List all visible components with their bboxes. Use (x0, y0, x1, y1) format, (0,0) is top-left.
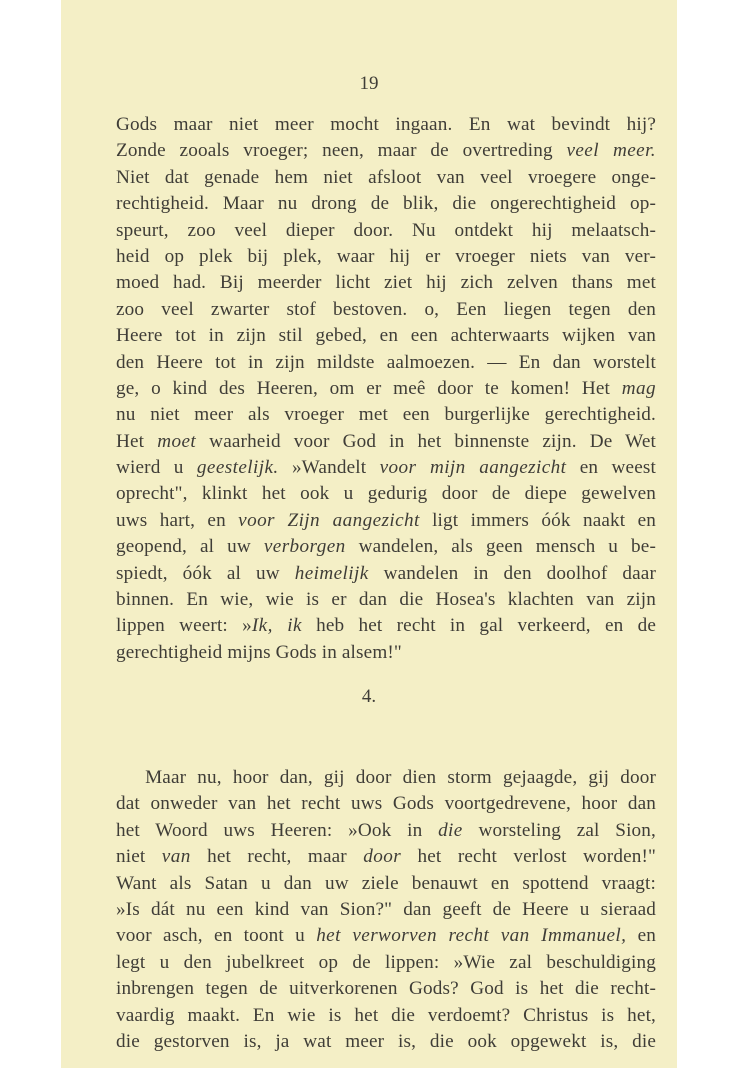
text-segment: legt u den jubelkreet op de lippen: »Wie zal beschuldiging (116, 951, 656, 973)
text-segment: »Is dát nu een kind van Sion?" dan geeft de Heere u sieraad (116, 898, 656, 920)
text-segment: speurt, zoo veel dieper door. Nu ontdekt hij melaatsch- (116, 219, 656, 241)
text-segment: zoo veel zwarter stof bestoven. o, Een liegen tegen den (116, 298, 656, 320)
text-segment: moed had. Bij meerder licht ziet hij zich zelven thans met (116, 272, 656, 294)
text-segment: waarheid voor God in het binnenste zijn. De Wet (196, 430, 656, 452)
text-segment: Gods maar niet meer mocht ingaan. En wat bevindt hij? (116, 114, 656, 135)
text-segment: het recht verlost worden!" (401, 846, 656, 868)
text-line (116, 376, 656, 402)
text-segment: den Heere tot in zijn mildste aalmoezen. — En dan worstelt (116, 351, 656, 373)
text-segment: wandelen, als geen mensch u be- (345, 536, 656, 558)
text-line (116, 297, 656, 323)
text-segment: ge, o kind des Heeren, om er meê door te komen! Het (116, 377, 622, 399)
text-segment: heid op plek bij plek, waar hij er vroeger niets van ver- (116, 245, 656, 267)
text-line (116, 871, 656, 897)
text-segment: gerechtigheid mijns Gods in alsem!" (116, 641, 402, 663)
text-segment: Het (116, 430, 158, 452)
page-number: 19 (359, 73, 379, 94)
text-segment: Heere tot in zijn stil gebed, en een achterwaarts wijken van (116, 325, 656, 347)
text-segment: het recht, maar (190, 846, 364, 868)
text-line (116, 508, 656, 534)
text-line (116, 350, 656, 376)
text-segment: en weest (566, 457, 656, 479)
text-line (116, 138, 656, 164)
text-segment: dat onweder van het recht uws Gods voortgedrevene, hoor dan (116, 793, 656, 815)
italic-emphasis: van (161, 846, 191, 868)
text-line (116, 218, 656, 244)
book-page (61, 0, 677, 1068)
italic-emphasis: die (438, 819, 463, 841)
text-line (116, 165, 656, 191)
text-line (116, 429, 656, 455)
text-line (116, 561, 656, 587)
text-line (116, 613, 656, 639)
text-segment: ligt immers óók naakt en (419, 509, 656, 531)
text-segment: lippen weert: » (116, 615, 252, 637)
section-number: 4. (361, 686, 377, 707)
text-line (116, 897, 656, 923)
text-segment: en (626, 925, 656, 947)
text-segment: vaardig maakt. En wie is het die verdoemt? Christus is het, (116, 1004, 656, 1026)
text-line (116, 640, 656, 666)
text-segment: die gestorven is, ja wat meer is, die ook opgewekt is, die (116, 1030, 656, 1052)
italic-emphasis: door (363, 846, 402, 868)
text-line (116, 923, 656, 949)
text-line (116, 534, 656, 560)
text-line (116, 844, 656, 870)
text-segment: voor asch, en toont u (116, 925, 317, 947)
italic-emphasis: voor Zijn aangezicht (238, 509, 420, 531)
italic-emphasis: Ik, ik (251, 615, 302, 637)
text-line (116, 791, 656, 817)
italic-emphasis: het verworven recht van Immanuel, (316, 925, 627, 947)
text-segment: wierd u (116, 457, 197, 479)
text-segment: Maar nu, hoor dan, gij door dien storm gejaagde, gij door (116, 767, 656, 788)
text-segment: rechtigheid. Maar nu drong de blik, die ongerechtigheid op- (116, 193, 656, 215)
italic-emphasis: heimelijk (294, 562, 369, 584)
text-line (116, 270, 656, 296)
text-line (116, 481, 656, 507)
italic-emphasis: geestelijk. (196, 457, 279, 479)
text-segment: nu niet meer als vroeger met een burgerlijke gerechtigheid. (116, 404, 656, 426)
text-segment: worsteling zal Sion, (462, 819, 656, 841)
text-line (116, 818, 656, 844)
text-line (116, 244, 656, 270)
text-line (116, 455, 656, 481)
text-segment: wandelen in den doolhof daar (368, 562, 656, 584)
text-line (116, 765, 656, 791)
text-line (116, 1029, 656, 1055)
text-line (116, 402, 656, 428)
text-segment: Niet dat genade hem niet afsloot van veel vroegere onge- (116, 166, 656, 188)
italic-emphasis: moet (157, 430, 197, 452)
text-line (116, 950, 656, 976)
italic-emphasis: mag (621, 377, 656, 399)
text-segment: het Woord uws Heeren: »Ook in (116, 819, 439, 841)
text-segment: inbrengen tegen de uitverkorenen Gods? God is het die recht- (116, 978, 656, 1000)
text-line (116, 112, 656, 138)
text-line (116, 1003, 656, 1029)
text-segment: spiedt, óók al uw (116, 562, 295, 584)
italic-emphasis: veel meer. (566, 140, 657, 162)
italic-emphasis: voor mijn aangezicht (379, 457, 567, 479)
paragraph-1 (116, 112, 656, 666)
text-line (116, 587, 656, 613)
text-segment: Zonde zooals vroeger; neen, maar de overtreding (116, 140, 567, 162)
text-segment: uws hart, en (116, 509, 239, 531)
text-line (116, 323, 656, 349)
text-segment: binnen. En wie, wie is er dan die Hosea's klachten van zijn (116, 589, 656, 611)
italic-emphasis: verborgen (263, 536, 346, 558)
paragraph-2 (116, 765, 656, 1055)
text-line (116, 191, 656, 217)
text-line (116, 976, 656, 1002)
text-segment: heb het recht in gal verkeerd, en de (301, 615, 657, 637)
text-segment: niet (116, 846, 162, 868)
text-segment: oprecht", klinkt het ook u gedurig door de diepe gewelven (116, 483, 656, 505)
text-segment: geopend, al uw (116, 536, 264, 558)
text-segment: »Wandelt (278, 457, 380, 479)
text-segment: Want als Satan u dan uw ziele benauwt en spottend vraagt: (116, 872, 656, 894)
